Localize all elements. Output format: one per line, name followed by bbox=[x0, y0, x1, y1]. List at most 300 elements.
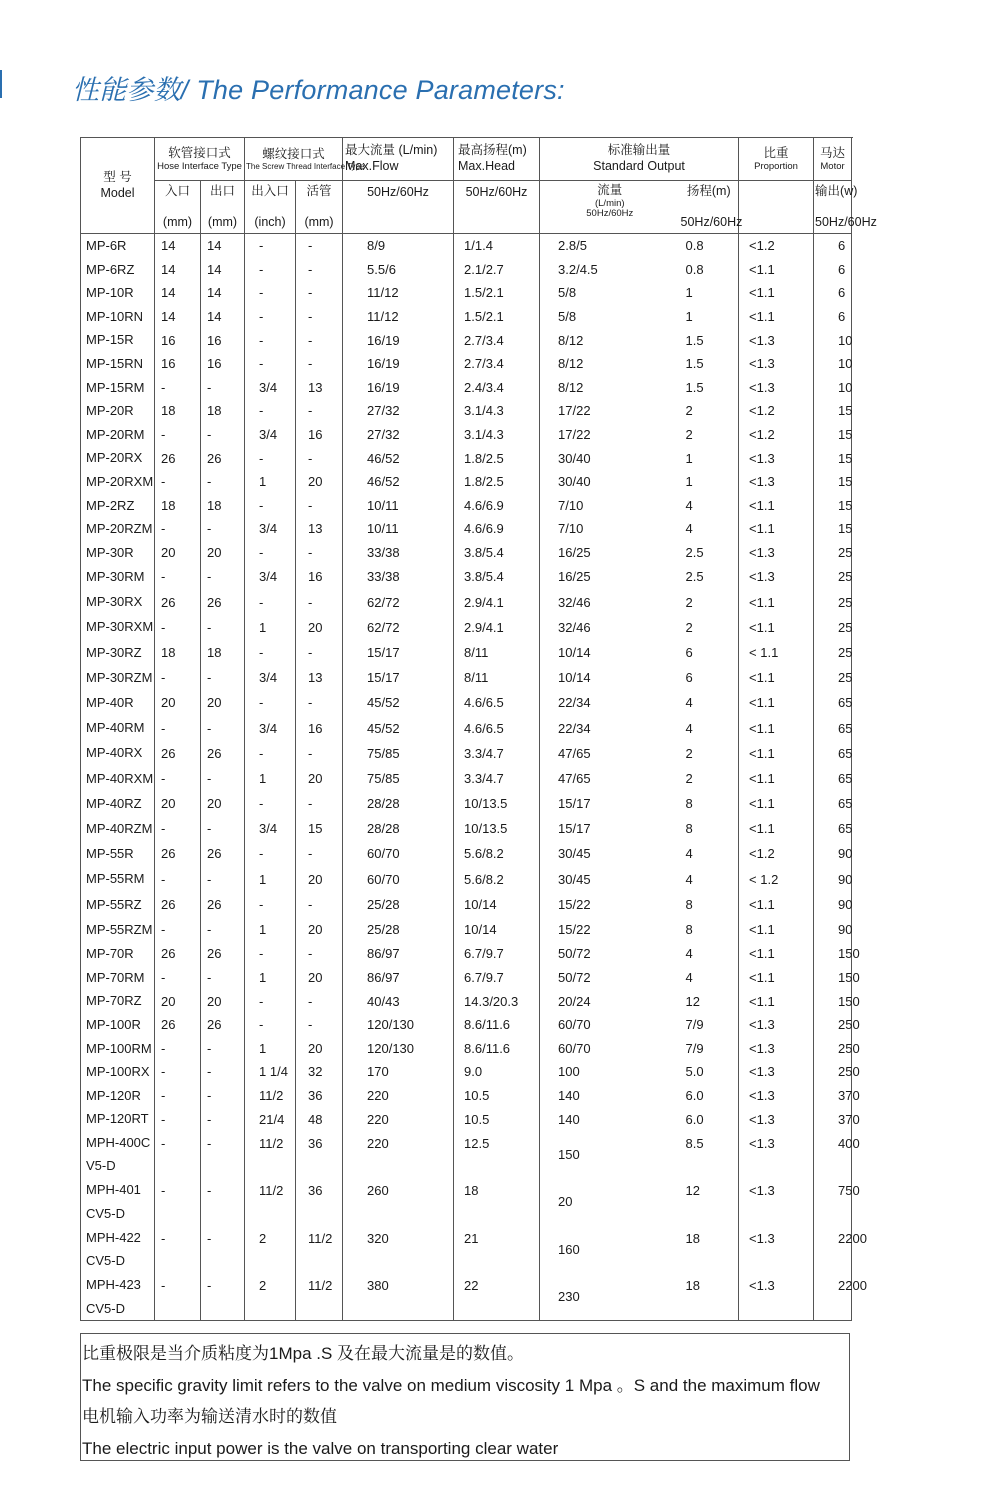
cell-inlet: 26 bbox=[155, 590, 201, 615]
cell-io-inch: - bbox=[245, 989, 296, 1013]
cell-io-inch: - bbox=[245, 892, 296, 917]
cell-std-flow: 47/65 bbox=[540, 741, 680, 766]
cell-std-head: 6.0 bbox=[680, 1084, 739, 1108]
cell-hose-mm: 20 bbox=[296, 1037, 343, 1061]
cell-proportion: <1.3 bbox=[739, 1226, 814, 1273]
cell-outlet: 20 bbox=[201, 690, 245, 715]
cell-io-inch: - bbox=[245, 640, 296, 665]
cell-max-flow: 62/72 bbox=[343, 590, 454, 615]
cell-proportion: <1.1 bbox=[739, 665, 814, 690]
table-row bbox=[81, 1226, 852, 1273]
cell-max-head: 2.9/4.1 bbox=[454, 590, 540, 615]
cell-inlet: 20 bbox=[155, 989, 201, 1013]
cell-model: MP-55R bbox=[81, 841, 155, 866]
cell-model: MP-15R bbox=[81, 328, 155, 352]
cell-power: 25 bbox=[814, 541, 852, 565]
cell-proportion: <1.3 bbox=[739, 1131, 814, 1178]
cell-inlet: 18 bbox=[155, 494, 201, 518]
cell-io-inch: - bbox=[245, 446, 296, 470]
cell-std-flow: 8/12 bbox=[540, 352, 680, 376]
cell-power: 15 bbox=[814, 446, 852, 470]
cell-max-flow: 11/12 bbox=[343, 281, 454, 305]
cell-std-head: 0.8 bbox=[680, 258, 739, 282]
header-screw-cn: 螺纹接口式 bbox=[262, 147, 325, 162]
cell-model: MP-40R bbox=[81, 690, 155, 715]
cell-max-head: 3.3/4.7 bbox=[454, 766, 540, 791]
cell-io-inch: - bbox=[245, 841, 296, 866]
cell-hose-mm: 36 bbox=[296, 1131, 343, 1178]
header-head-en: Max.Head bbox=[458, 159, 515, 173]
header-flow bbox=[343, 138, 454, 181]
cell-power: 750 bbox=[814, 1178, 852, 1225]
header-screw-en: The Screw Thread Interface Type bbox=[246, 161, 365, 171]
cell-max-head: 1.5/2.1 bbox=[454, 281, 540, 305]
cell-hose-mm: - bbox=[296, 234, 343, 258]
cell-std-head: 4 bbox=[680, 494, 739, 518]
cell-std-head: 1.5 bbox=[680, 352, 739, 376]
cell-model: MP-20RXM bbox=[81, 470, 155, 494]
cell-max-head: 22 bbox=[454, 1273, 540, 1321]
header-model-en: Model bbox=[100, 185, 135, 200]
cell-power: 90 bbox=[814, 917, 852, 942]
cell-hose-mm: 16 bbox=[296, 423, 343, 447]
cell-max-head: 10/13.5 bbox=[454, 816, 540, 841]
cell-inlet: - bbox=[155, 470, 201, 494]
cell-hose-mm: - bbox=[296, 989, 343, 1013]
cell-model: MPH-400C V5-D bbox=[81, 1131, 155, 1178]
cell-std-head: 1.5 bbox=[680, 376, 739, 400]
cell-hose-mm: - bbox=[296, 1013, 343, 1037]
cell-inlet: - bbox=[155, 1226, 201, 1273]
cell-model: MP-15RM bbox=[81, 376, 155, 400]
cell-max-flow: 75/85 bbox=[343, 766, 454, 791]
cell-std-flow: 17/22 bbox=[540, 399, 680, 423]
header-out-flow-hz: 50Hz/60Hz bbox=[586, 207, 634, 219]
header-motor bbox=[814, 138, 852, 181]
cell-std-flow: 15/22 bbox=[540, 917, 680, 942]
edge-mark-decoration bbox=[0, 70, 6, 98]
header-prop-blank bbox=[739, 181, 814, 234]
cell-max-head: 8.6/11.6 bbox=[454, 1037, 540, 1061]
cell-io-inch: - bbox=[245, 1013, 296, 1037]
header-head-cn: 最高扬程(m) bbox=[458, 143, 527, 158]
cell-max-head: 10/13.5 bbox=[454, 791, 540, 816]
cell-outlet: - bbox=[201, 1084, 245, 1108]
cell-std-flow: 140 bbox=[540, 1107, 680, 1131]
cell-proportion: <1.1 bbox=[739, 305, 814, 329]
cell-std-head: 4 bbox=[680, 942, 739, 966]
header-output-cn: 标准输出量 bbox=[607, 143, 671, 158]
cell-model: MP-30RX bbox=[81, 590, 155, 615]
cell-hose-mm: 20 bbox=[296, 615, 343, 640]
cell-std-head: 2 bbox=[680, 766, 739, 791]
cell-hose-mm: 13 bbox=[296, 517, 343, 541]
cell-model: MP-20RX bbox=[81, 446, 155, 470]
cell-io-inch: 11/2 bbox=[245, 1178, 296, 1225]
cell-hose-mm: 32 bbox=[296, 1060, 343, 1084]
header-io-unit: (inch) bbox=[254, 214, 286, 229]
header-inlet bbox=[155, 181, 201, 234]
cell-hose-mm: - bbox=[296, 892, 343, 917]
cell-outlet: 18 bbox=[201, 399, 245, 423]
cell-std-head: 2 bbox=[680, 741, 739, 766]
table-row bbox=[81, 816, 852, 841]
cell-model: MP-40RM bbox=[81, 715, 155, 740]
cell-power: 250 bbox=[814, 1037, 852, 1061]
table-row bbox=[81, 517, 852, 541]
cell-outlet: 18 bbox=[201, 640, 245, 665]
cell-io-inch: - bbox=[245, 234, 296, 258]
cell-outlet: - bbox=[201, 564, 245, 589]
cell-proportion: <1.1 bbox=[739, 258, 814, 282]
cell-std-head: 8.5 bbox=[680, 1131, 739, 1178]
cell-power: 25 bbox=[814, 640, 852, 665]
cell-proportion: <1.3 bbox=[739, 1037, 814, 1061]
header-io-label: 出入口 bbox=[251, 183, 289, 198]
cell-proportion: <1.1 bbox=[739, 615, 814, 640]
cell-std-flow: 100 bbox=[540, 1060, 680, 1084]
cell-model: MPH-423 CV5-D bbox=[81, 1273, 155, 1321]
table-row bbox=[81, 892, 852, 917]
cell-io-inch: 2 bbox=[245, 1226, 296, 1273]
cell-outlet: 14 bbox=[201, 258, 245, 282]
cell-std-flow: 50/72 bbox=[540, 966, 680, 990]
cell-std-flow: 20/24 bbox=[540, 989, 680, 1013]
table-row bbox=[81, 1178, 852, 1225]
cell-proportion: <1.3 bbox=[739, 328, 814, 352]
cell-inlet: - bbox=[155, 1084, 201, 1108]
cell-proportion: < 1.2 bbox=[739, 867, 814, 892]
cell-max-head: 21 bbox=[454, 1226, 540, 1273]
cell-outlet: 14 bbox=[201, 234, 245, 258]
table-row bbox=[81, 1037, 852, 1061]
table-row bbox=[81, 281, 852, 305]
cell-io-inch: 3/4 bbox=[245, 715, 296, 740]
cell-max-flow: 170 bbox=[343, 1060, 454, 1084]
header-head bbox=[454, 138, 540, 181]
cell-power: 25 bbox=[814, 665, 852, 690]
header-outlet-unit: (mm) bbox=[207, 214, 238, 229]
cell-std-flow: 50/72 bbox=[540, 942, 680, 966]
cell-hose-mm: 20 bbox=[296, 966, 343, 990]
cell-proportion: < 1.1 bbox=[739, 640, 814, 665]
cell-max-head: 18 bbox=[454, 1178, 540, 1225]
header-model-cn: 型 号 bbox=[103, 169, 132, 184]
cell-max-flow: 27/32 bbox=[343, 399, 454, 423]
cell-std-flow: 140 bbox=[540, 1084, 680, 1108]
cell-model: MP-100RM bbox=[81, 1037, 155, 1061]
cell-proportion: <1.1 bbox=[739, 766, 814, 791]
cell-max-head: 10.5 bbox=[454, 1107, 540, 1131]
cell-std-head: 1 bbox=[680, 305, 739, 329]
cell-inlet: - bbox=[155, 1178, 201, 1225]
cell-std-head: 2.5 bbox=[680, 541, 739, 565]
cell-outlet: 16 bbox=[201, 328, 245, 352]
table-body bbox=[81, 234, 867, 1321]
cell-std-head: 12 bbox=[680, 1178, 739, 1225]
cell-model: MPH-401 CV5-D bbox=[81, 1178, 155, 1225]
cell-hose-mm: 11/2 bbox=[296, 1273, 343, 1321]
cell-std-head: 4 bbox=[680, 517, 739, 541]
cell-hose-mm: - bbox=[296, 305, 343, 329]
header-flow-hz: 50Hz/60Hz bbox=[343, 181, 454, 234]
cell-inlet: 20 bbox=[155, 791, 201, 816]
cell-outlet: - bbox=[201, 867, 245, 892]
cell-std-flow: 17/22 bbox=[540, 423, 680, 447]
cell-std-head: 8 bbox=[680, 892, 739, 917]
cell-proportion: <1.3 bbox=[739, 1060, 814, 1084]
header-hose-en: Hose Interface Type bbox=[157, 160, 242, 172]
cell-std-flow: 15/17 bbox=[540, 791, 680, 816]
cell-max-head: 3.3/4.7 bbox=[454, 741, 540, 766]
cell-proportion: <1.3 bbox=[739, 470, 814, 494]
cell-power: 150 bbox=[814, 989, 852, 1013]
cell-inlet: - bbox=[155, 1037, 201, 1061]
cell-model: MP-100RX bbox=[81, 1060, 155, 1084]
cell-proportion: <1.3 bbox=[739, 1107, 814, 1131]
header-flow-en: Max.Flow bbox=[345, 159, 399, 173]
note-line: The specific gravity limit refers to the valve on medium viscosity 1 Mpa 。S and the maximum flow bbox=[82, 1375, 820, 1395]
cell-std-head: 4 bbox=[680, 966, 739, 990]
header-motor-cn: 马达 bbox=[820, 146, 846, 161]
cell-max-head: 12.5 bbox=[454, 1131, 540, 1178]
cell-max-head: 6.7/9.7 bbox=[454, 942, 540, 966]
cell-inlet: - bbox=[155, 615, 201, 640]
cell-power: 10 bbox=[814, 328, 852, 352]
header-io bbox=[245, 181, 296, 234]
header-hose-pipe-unit: (mm) bbox=[304, 214, 334, 229]
cell-max-flow: 15/17 bbox=[343, 640, 454, 665]
cell-hose-mm: - bbox=[296, 258, 343, 282]
cell-model: MP-55RZ bbox=[81, 892, 155, 917]
cell-std-head: 2.5 bbox=[680, 564, 739, 589]
cell-inlet: - bbox=[155, 517, 201, 541]
table-row bbox=[81, 564, 852, 589]
cell-inlet: - bbox=[155, 766, 201, 791]
cell-inlet: - bbox=[155, 1131, 201, 1178]
header-head-hz: 50Hz/60Hz bbox=[454, 181, 540, 234]
table-row bbox=[81, 541, 852, 565]
header-prop-en: Proportion bbox=[754, 160, 798, 172]
table-row bbox=[81, 328, 852, 352]
cell-std-flow: 7/10 bbox=[540, 494, 680, 518]
cell-hose-mm: 20 bbox=[296, 470, 343, 494]
cell-inlet: - bbox=[155, 715, 201, 740]
cell-std-head: 18 bbox=[680, 1226, 739, 1273]
cell-model: MP-30R bbox=[81, 541, 155, 565]
cell-io-inch: 3/4 bbox=[245, 376, 296, 400]
header-output bbox=[540, 138, 739, 181]
cell-proportion: <1.1 bbox=[739, 892, 814, 917]
cell-proportion: <1.1 bbox=[739, 816, 814, 841]
cell-max-flow: 62/72 bbox=[343, 615, 454, 640]
cell-max-head: 2.4/3.4 bbox=[454, 376, 540, 400]
cell-io-inch: 11/2 bbox=[245, 1131, 296, 1178]
cell-hose-mm: - bbox=[296, 791, 343, 816]
cell-power: 25 bbox=[814, 564, 852, 589]
cell-std-head: 8 bbox=[680, 791, 739, 816]
cell-proportion: <1.1 bbox=[739, 942, 814, 966]
cell-io-inch: - bbox=[245, 258, 296, 282]
cell-power: 15 bbox=[814, 517, 852, 541]
cell-proportion: <1.1 bbox=[739, 494, 814, 518]
cell-proportion: <1.2 bbox=[739, 234, 814, 258]
header-outlet-label: 出口 bbox=[210, 183, 236, 198]
cell-outlet: 16 bbox=[201, 352, 245, 376]
cell-max-head: 1/1.4 bbox=[454, 234, 540, 258]
cell-inlet: 18 bbox=[155, 399, 201, 423]
cell-std-flow: 5/8 bbox=[540, 281, 680, 305]
cell-max-flow: 120/130 bbox=[343, 1037, 454, 1061]
cell-hose-mm: - bbox=[296, 590, 343, 615]
cell-outlet: - bbox=[201, 423, 245, 447]
cell-std-flow: 30/45 bbox=[540, 867, 680, 892]
cell-power: 15 bbox=[814, 399, 852, 423]
cell-model: MP-15RN bbox=[81, 352, 155, 376]
cell-power: 65 bbox=[814, 741, 852, 766]
table-row bbox=[81, 1107, 852, 1131]
cell-outlet: - bbox=[201, 766, 245, 791]
cell-inlet: 26 bbox=[155, 841, 201, 866]
cell-max-head: 4.6/6.5 bbox=[454, 715, 540, 740]
cell-io-inch: - bbox=[245, 541, 296, 565]
cell-model: MP-55RZM bbox=[81, 917, 155, 942]
cell-std-head: 8 bbox=[680, 917, 739, 942]
cell-io-inch: 3/4 bbox=[245, 423, 296, 447]
cell-outlet: - bbox=[201, 1060, 245, 1084]
cell-max-head: 2.1/2.7 bbox=[454, 258, 540, 282]
table-row bbox=[81, 665, 852, 690]
cell-model: MP-20RZM bbox=[81, 517, 155, 541]
cell-std-head: 4 bbox=[680, 841, 739, 866]
header-proportion bbox=[739, 138, 814, 181]
header-power-hz: 50Hz/60Hz bbox=[815, 214, 877, 229]
cell-max-head: 4.6/6.9 bbox=[454, 517, 540, 541]
cell-max-flow: 11/12 bbox=[343, 305, 454, 329]
cell-std-flow: 150 bbox=[540, 1131, 680, 1178]
cell-io-inch: 1 bbox=[245, 1037, 296, 1061]
cell-max-flow: 120/130 bbox=[343, 1013, 454, 1037]
cell-model: MP-40RX bbox=[81, 741, 155, 766]
cell-io-inch: 11/2 bbox=[245, 1084, 296, 1108]
cell-model: MP-70R bbox=[81, 942, 155, 966]
cell-max-flow: 45/52 bbox=[343, 690, 454, 715]
cell-power: 250 bbox=[814, 1013, 852, 1037]
cell-outlet: 26 bbox=[201, 942, 245, 966]
table-row bbox=[81, 989, 852, 1013]
table-row bbox=[81, 942, 852, 966]
cell-outlet: 26 bbox=[201, 841, 245, 866]
cell-outlet: 20 bbox=[201, 989, 245, 1013]
cell-std-flow: 3.2/4.5 bbox=[540, 258, 680, 282]
cell-max-flow: 220 bbox=[343, 1131, 454, 1178]
table-row bbox=[81, 640, 852, 665]
cell-max-head: 14.3/20.3 bbox=[454, 989, 540, 1013]
cell-std-flow: 47/65 bbox=[540, 766, 680, 791]
cell-max-head: 8/11 bbox=[454, 665, 540, 690]
table-row bbox=[81, 615, 852, 640]
header-model bbox=[81, 138, 155, 234]
cell-std-head: 7/9 bbox=[680, 1013, 739, 1037]
table-row bbox=[81, 1084, 852, 1108]
header-out-head-hz: 50Hz/60Hz bbox=[680, 214, 743, 229]
cell-max-head: 3.1/4.3 bbox=[454, 399, 540, 423]
cell-outlet: - bbox=[201, 715, 245, 740]
cell-std-flow: 32/46 bbox=[540, 590, 680, 615]
table-row bbox=[81, 590, 852, 615]
cell-max-flow: 33/38 bbox=[343, 564, 454, 589]
cell-io-inch: - bbox=[245, 690, 296, 715]
header-inlet-unit: (mm) bbox=[162, 214, 193, 229]
cell-std-flow: 22/34 bbox=[540, 690, 680, 715]
cell-hose-mm: - bbox=[296, 690, 343, 715]
cell-std-head: 8 bbox=[680, 816, 739, 841]
cell-power: 25 bbox=[814, 590, 852, 615]
cell-power: 150 bbox=[814, 942, 852, 966]
cell-max-flow: 40/43 bbox=[343, 989, 454, 1013]
cell-inlet: - bbox=[155, 665, 201, 690]
cell-outlet: - bbox=[201, 1226, 245, 1273]
cell-inlet: - bbox=[155, 1273, 201, 1321]
cell-power: 65 bbox=[814, 766, 852, 791]
cell-std-flow: 16/25 bbox=[540, 564, 680, 589]
header-outlet bbox=[201, 181, 245, 234]
cell-max-flow: 220 bbox=[343, 1107, 454, 1131]
cell-max-head: 2.7/3.4 bbox=[454, 328, 540, 352]
cell-io-inch: - bbox=[245, 399, 296, 423]
cell-proportion: <1.1 bbox=[739, 791, 814, 816]
cell-io-inch: - bbox=[245, 305, 296, 329]
cell-power: 90 bbox=[814, 841, 852, 866]
cell-outlet: - bbox=[201, 1273, 245, 1321]
cell-power: 15 bbox=[814, 494, 852, 518]
cell-hose-mm: - bbox=[296, 494, 343, 518]
cell-max-flow: 5.5/6 bbox=[343, 258, 454, 282]
cell-io-inch: 1 1/4 bbox=[245, 1060, 296, 1084]
cell-inlet: 20 bbox=[155, 541, 201, 565]
cell-max-flow: 220 bbox=[343, 1084, 454, 1108]
cell-io-inch: - bbox=[245, 590, 296, 615]
cell-model: MP-30RZ bbox=[81, 640, 155, 665]
cell-power: 25 bbox=[814, 615, 852, 640]
cell-model: MP-20R bbox=[81, 399, 155, 423]
cell-std-flow: 10/14 bbox=[540, 640, 680, 665]
cell-std-head: 12 bbox=[680, 989, 739, 1013]
cell-power: 250 bbox=[814, 1060, 852, 1084]
cell-outlet: - bbox=[201, 615, 245, 640]
cell-max-flow: 60/70 bbox=[343, 841, 454, 866]
cell-std-head: 1.5 bbox=[680, 328, 739, 352]
note-line: 电机输入功率为输送清水时的数值 bbox=[82, 1407, 337, 1426]
cell-power: 10 bbox=[814, 376, 852, 400]
cell-outlet: - bbox=[201, 517, 245, 541]
cell-proportion: <1.1 bbox=[739, 281, 814, 305]
cell-max-flow: 8/9 bbox=[343, 234, 454, 258]
header-hose-pipe bbox=[296, 181, 343, 234]
cell-proportion: <1.3 bbox=[739, 352, 814, 376]
cell-max-head: 4.6/6.5 bbox=[454, 690, 540, 715]
cell-power: 370 bbox=[814, 1107, 852, 1131]
cell-power: 370 bbox=[814, 1084, 852, 1108]
cell-outlet: - bbox=[201, 376, 245, 400]
header-screw bbox=[245, 138, 365, 181]
cell-model: MP-120R bbox=[81, 1084, 155, 1108]
cell-inlet: - bbox=[155, 1107, 201, 1131]
cell-max-flow: 28/28 bbox=[343, 816, 454, 841]
cell-hose-mm: 13 bbox=[296, 665, 343, 690]
cell-std-flow: 60/70 bbox=[540, 1013, 680, 1037]
cell-inlet: 20 bbox=[155, 690, 201, 715]
